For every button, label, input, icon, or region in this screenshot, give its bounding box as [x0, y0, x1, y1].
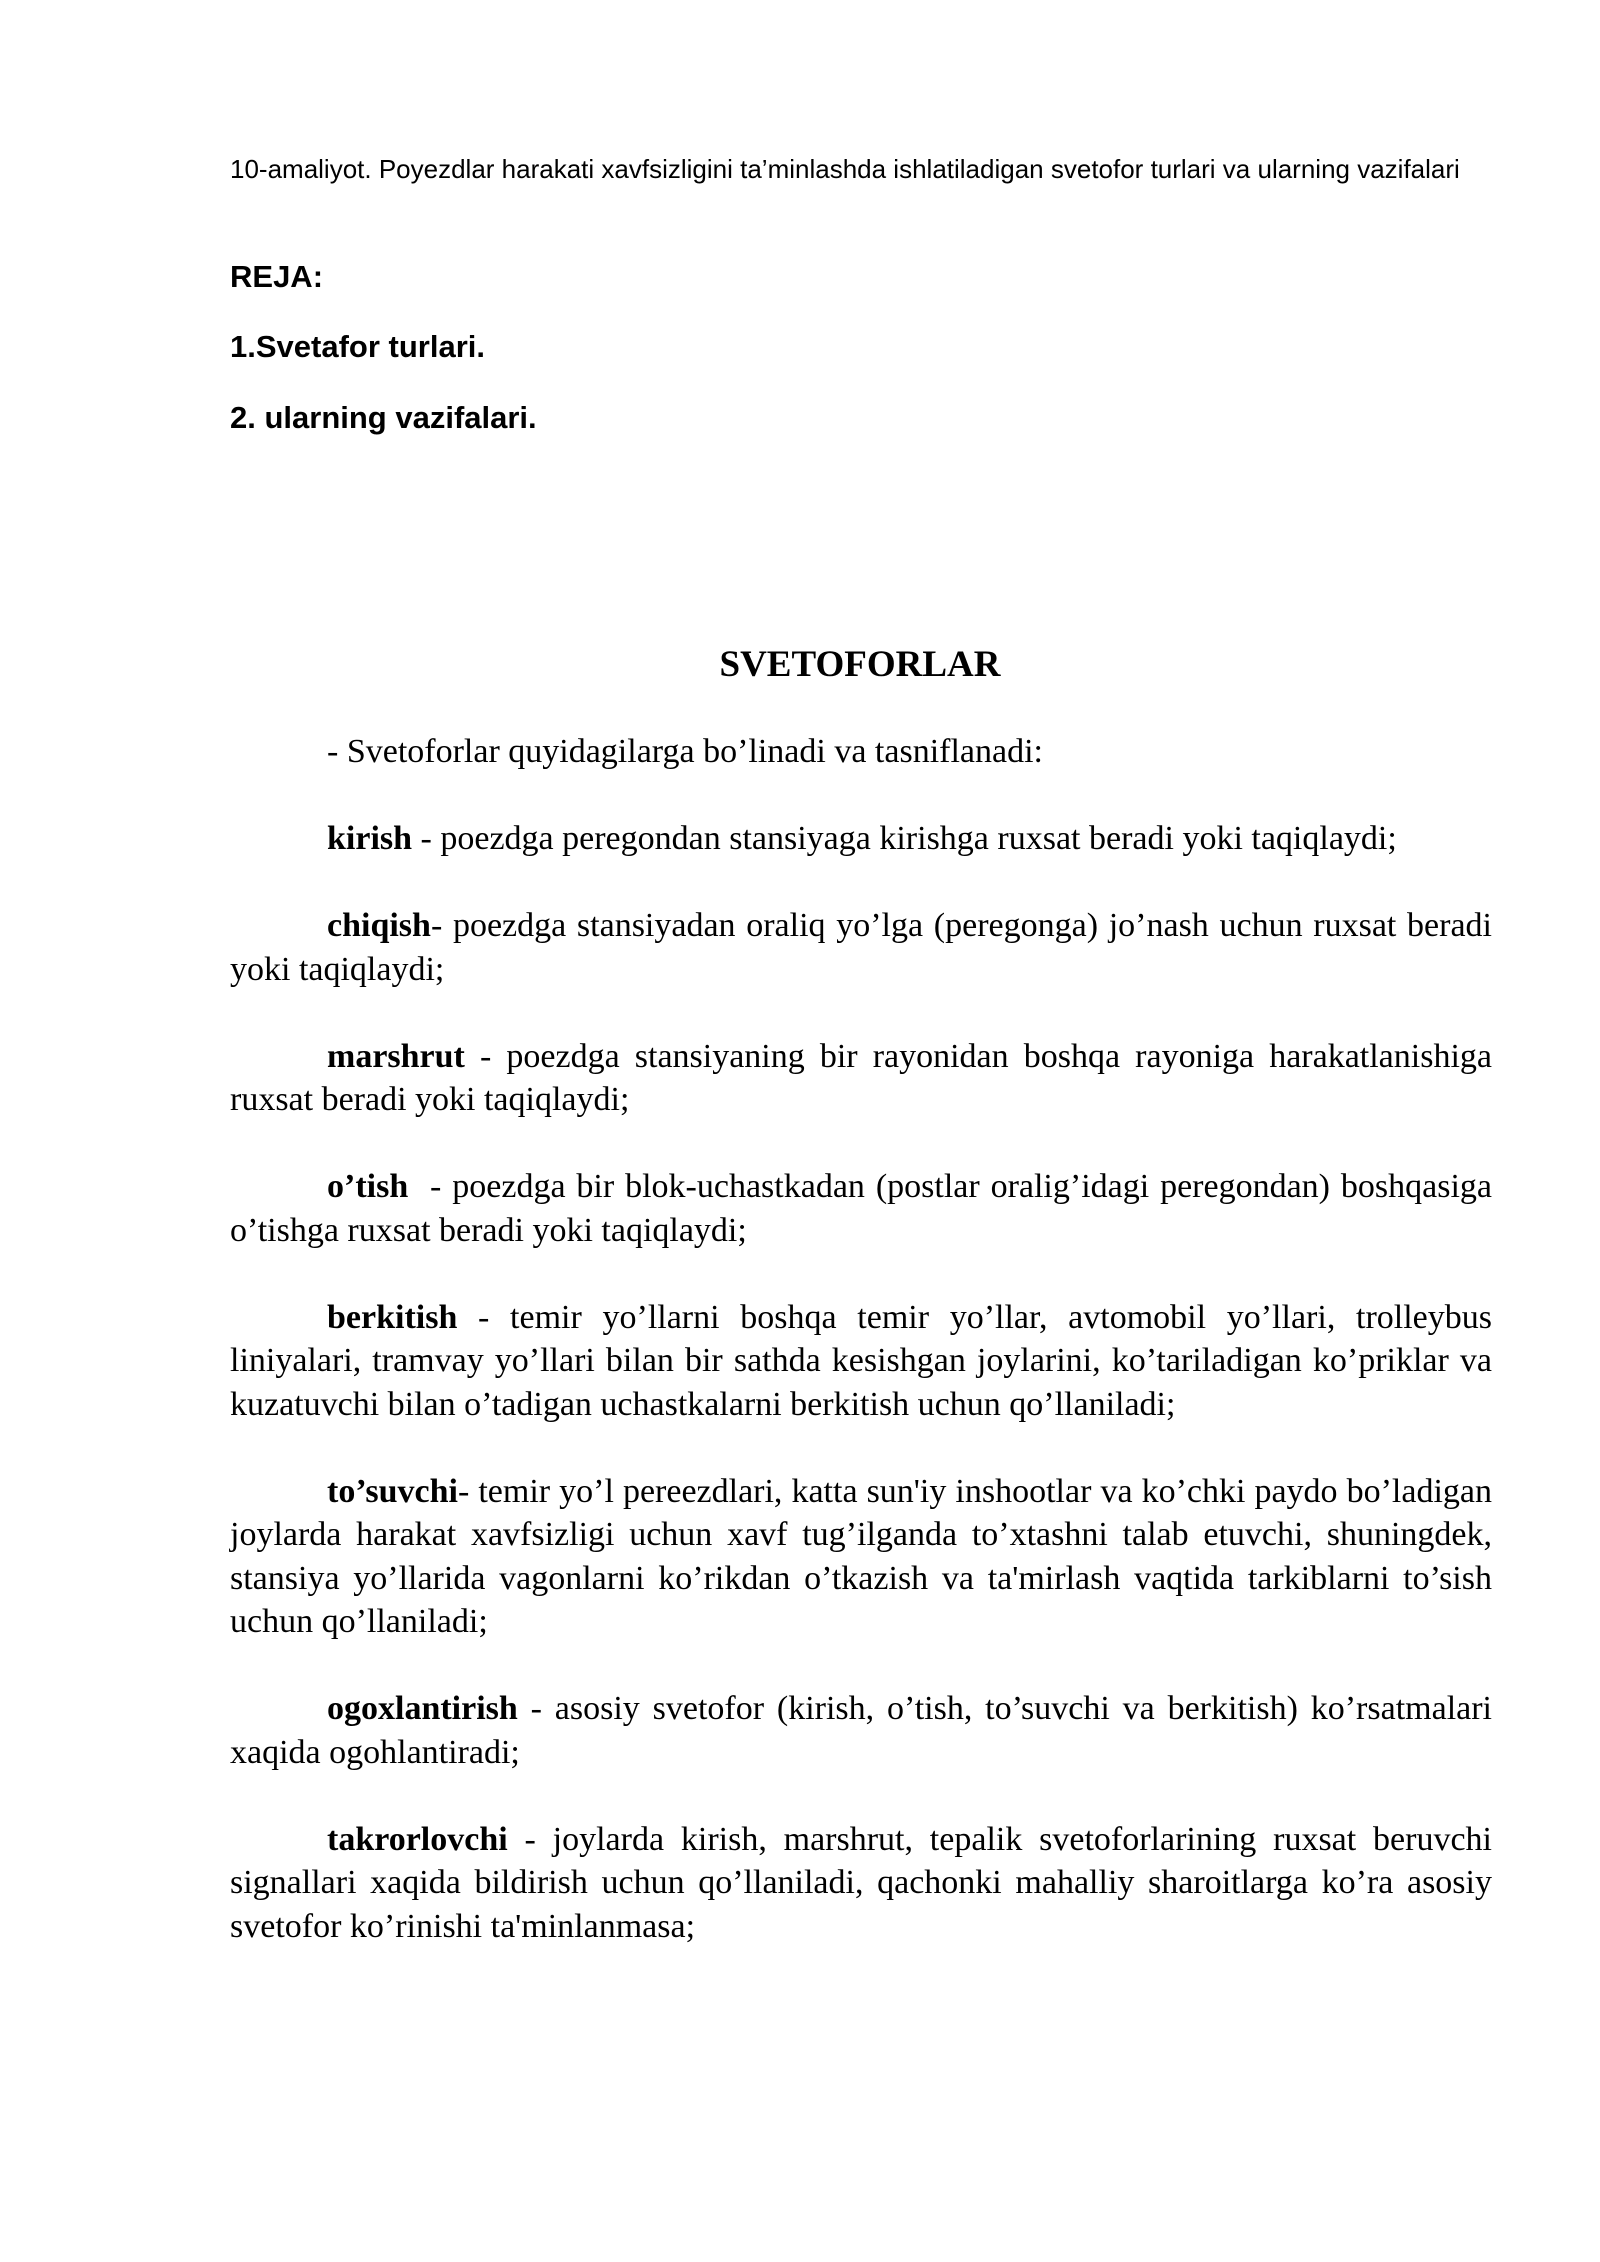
list-item-kirish [230, 817, 1492, 861]
term-description: - joylarda kirish, marshrut, tepalik svetoforlarining ruxsat beruvchi signallari xaqida bildirish uchun qo’llaniladi, qachonki mahalliy sharoitlarga ko’ra asosiy svetofor ko’rinishi ta'minlanmasa; [230, 1820, 1492, 1945]
list-item-otish [230, 1165, 1501, 1252]
term-description: - temir yo’llarni boshqa temir yo’llar, avtomobil yo’llari, trolleybus liniyalari, tramvay yo’llari bilan bir sathda kesishgan joylarini, ko’tariladigan ko’priklar va kuzatuvchi bilan o’tadigan uchastkalarni berkitish uchun qo’llaniladi; [230, 1298, 1492, 1423]
list-item-tosuvchi [230, 1470, 1492, 1644]
plan-item-1: 1.Svetafor turlari. [230, 329, 485, 364]
term-label: berkitish [327, 1298, 458, 1336]
term-description: - poezdga stansiyadan oraliq yo’lga (peregonga) jo’nash uchun ruxsat beradi yoki taqiqlaydi; [230, 907, 1492, 988]
term-label: ogoxlantirish [327, 1690, 518, 1727]
term-label: chiqish [327, 907, 431, 944]
term-description: - poezdga stansiyaning bir rayonidan boshqa rayoniga harakatlanishiga ruxsat beradi yoki taqiqlaydi; [230, 1037, 1492, 1118]
list-item-berkitish [230, 1296, 1492, 1427]
term-description: - poezdga bir blok-uchastkadan (postlar oralig’idagi peregondan) boshqasiga o’tishga ruxsat beradi yoki taqiqlaydi; [230, 1168, 1501, 1249]
list-item-chiqish [230, 904, 1492, 991]
term-description: - poezdga peregondan stansiyaga kirishga ruxsat beradi yoki taqiqlaydi; [412, 820, 1397, 857]
term-description: - temir yo’l pereezdlari, katta sun'iy inshootlar va ko’chki paydo bo’ladigan joylarda harakat xavfsizligi uchun xavf tug’ilganda to’xtashni talab etuvchi, shuningdek, stansiya yo’llarida vagonlarni ko’rikdan o’tkazish va ta'mirlash vaqtida tarkiblarni to’sish uchun qo’llaniladi; [230, 1472, 1492, 1640]
section-intro: - Svetoforlar quyidagilarga bo’linadi va tasniflanadi: [327, 733, 1043, 770]
term-label: kirish [327, 820, 413, 857]
term-label: o’tish [327, 1168, 409, 1205]
term-label: marshrut [327, 1037, 465, 1075]
section-title: SVETOFORLAR [719, 644, 1001, 685]
list-item-marshrut [230, 1035, 1492, 1122]
term-label: to’suvchi [327, 1472, 458, 1510]
plan-item-2: 2. ularning vazifalari. [230, 400, 537, 435]
document-title: 10-amaliyot. Poyezdlar harakati xavfsizligini ta’minlashda ishlatiladigan svetofor turlari va ularning vazifalari [230, 154, 1460, 184]
list-item-takrorlovchi [230, 1818, 1492, 1949]
term-label: takrorlovchi [327, 1820, 508, 1858]
section-body [230, 730, 1501, 1992]
list-item-ogoxlantirish [230, 1687, 1492, 1774]
term-description: - asosiy svetofor (kirish, o’tish, to’suvchi va berkitish) ko’rsatmalari xaqida ogohlantiradi; [230, 1690, 1492, 1771]
plan-heading: REJA: [230, 259, 324, 294]
